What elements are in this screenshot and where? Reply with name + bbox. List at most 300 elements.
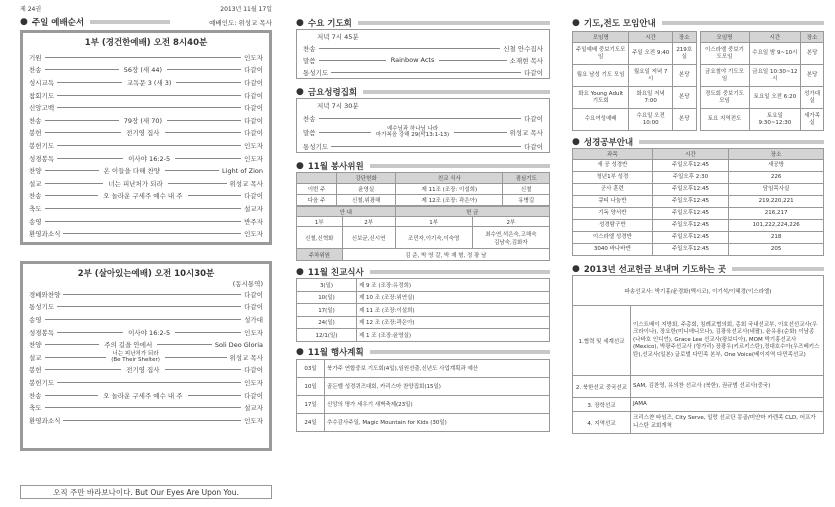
order-label: 설교 [29, 353, 42, 362]
order-row [29, 338, 263, 351]
cell: 216,217 [729, 208, 824, 220]
divider [331, 146, 521, 147]
cell: 파송선교사: 박기홍/윤경화(멕시코), 이기석/이혜경(이스라엘) [573, 276, 824, 306]
order-content [122, 116, 164, 125]
cell: 수요일 오전 10:00 [629, 109, 673, 131]
table-row [573, 87, 697, 109]
order-label: 봉헌기도 [29, 141, 55, 150]
table-row [573, 412, 824, 434]
divider [45, 221, 242, 222]
order-label: 찬양 [29, 341, 42, 350]
cell: 기독 양서반 [573, 208, 653, 220]
cell: 3(일) [297, 279, 357, 292]
table-row [573, 244, 824, 256]
cell: 본당 [672, 65, 696, 87]
cell: 북가주 연합중보 기도회(4일),임원선출,신년도 사업계획과 예산 [325, 359, 550, 377]
bullet-icon: ● [572, 136, 580, 147]
order-row [29, 139, 263, 152]
order-label: 참회기도 [29, 91, 55, 100]
divider [319, 48, 501, 49]
table-row [573, 196, 824, 208]
cell: 제 11조 (조장: 이설희) [396, 184, 503, 195]
cell-line: 최수연,석은숙,고해숙 [485, 231, 537, 238]
fellowship-table [296, 278, 550, 342]
offering-table [296, 206, 550, 261]
order-text: 이사야 16:2-5 [128, 328, 171, 337]
order-person: 인도자 [244, 378, 263, 387]
divider [57, 306, 241, 307]
divider [370, 350, 550, 354]
divider [45, 319, 242, 320]
cell: 다음 주 [297, 195, 337, 206]
cell: 24일 [297, 413, 325, 431]
cell: 1.협력 및 세계선교 [573, 306, 631, 376]
table-header [573, 32, 697, 43]
order-person: 다같이 [244, 91, 263, 100]
order-row [29, 190, 263, 203]
table-row [573, 65, 697, 87]
prayer-table-left [572, 31, 697, 131]
order-content [122, 65, 164, 74]
order-person: 위성교 목사 [509, 128, 543, 137]
order-label: 송영 [29, 315, 42, 324]
divider [165, 170, 219, 171]
divider [319, 60, 386, 61]
cell: 신앙의 명가 세우기 새벽축제(23일) [325, 395, 550, 413]
divider [165, 369, 242, 370]
friday-heading [296, 85, 550, 98]
table-row [297, 279, 550, 292]
cell: 주일오후12:45 [652, 244, 728, 256]
header-cell: 시간 [749, 32, 801, 43]
cell: 청년1부 성경 [573, 172, 653, 184]
order-row [29, 177, 263, 190]
divider [57, 95, 241, 96]
cell: 제 11 조 (조장:이설희) [357, 304, 550, 317]
order-label: 기원 [29, 53, 42, 62]
order-content [374, 126, 451, 138]
cell: 조민자,이기숙,이숙영 [395, 227, 472, 249]
divider [370, 164, 550, 168]
order-label: 환영과소식 [29, 230, 61, 239]
cell: 수요일 밤 9~10시 [749, 43, 801, 65]
cell: 이스트베이 지방회, 주총회, 침례교협의회, 총회 국내선교부, 이호선선교사(우크라이나), 장요한(미니애니모나), 김광육선교사(네팔), 윤유용(순화) 이남종(나바호 인디언), Grace Lee 선교사(왕보디아), MOM 박기홍선교사 (Mexico), 박광주선교사 (헝가리) 장광우(키르키스탄),정대호수아(우즈베키스탄),선교사(일본) 글로벌 다민족 본부, One Voice(베이지역 다민족선교) [631, 306, 824, 376]
table-row [297, 395, 550, 413]
order-person: 다같이 [524, 114, 543, 123]
divider [45, 369, 122, 370]
order-row [29, 313, 263, 326]
prayer-table-right [700, 31, 825, 131]
table-row [700, 109, 824, 131]
worship-leader: 예배인도: 위성교 목사 [209, 18, 272, 27]
divider [63, 294, 241, 295]
order-person: 위성교 목사 [229, 179, 263, 188]
table-row [297, 291, 550, 304]
bullet-icon: ● [296, 160, 304, 171]
worship-heading [20, 14, 272, 30]
order-person: 소재현 목사 [509, 56, 544, 65]
fellowship-title: 11월 친교식사 [307, 267, 364, 278]
order-person: 설교자 [244, 204, 263, 213]
order-label: 찬송 [29, 116, 42, 125]
cell: 205 [729, 244, 824, 256]
cell: 226 [729, 172, 824, 184]
divider [45, 195, 99, 196]
header-cell: 장소 [672, 32, 696, 43]
order-text: 전기영 집사 [126, 129, 160, 138]
second-service-box [20, 261, 272, 451]
cell: 03일 [297, 359, 325, 377]
order-label: 통성기도 [303, 142, 329, 151]
order-label: 말씀 [303, 56, 316, 65]
order-person: 반주자 [244, 217, 263, 226]
cell: 추수감사주일, Magic Mountain for Kids (30일) [325, 413, 550, 431]
cell: 101,222,224,226 [729, 220, 824, 232]
order-person: 성가대 [244, 315, 263, 324]
cell: 토요일 오전 6:20 [749, 87, 801, 109]
order-subtext: (Be Their Shelter) [111, 357, 160, 364]
table-row [573, 306, 824, 376]
cell: 219호실 [672, 43, 696, 65]
issue-date: 2013년 11월 17일 [220, 6, 272, 13]
cell: 17일 [297, 395, 325, 413]
friday-box [296, 98, 550, 153]
divider [57, 82, 122, 83]
order-row [29, 301, 263, 314]
second-service-order [29, 288, 263, 427]
order-content [109, 351, 162, 363]
cell: 주일오후12:45 [652, 184, 728, 196]
order-label: 성경봉독 [29, 154, 55, 163]
interpretation-note: (동시통역) [232, 280, 263, 288]
order-row [29, 51, 263, 64]
order-content [106, 179, 164, 188]
order-person: 다같이 [244, 129, 263, 138]
cell: 주일오후12:45 [652, 220, 728, 232]
header-cell: 시간 [652, 149, 728, 160]
table-row [297, 304, 550, 317]
cell: 10(일) [297, 291, 357, 304]
order-row [29, 215, 263, 228]
divider [45, 120, 119, 121]
cell: 주일오후 2:30 [652, 172, 728, 184]
table-row [297, 377, 550, 395]
order-label: 말씀 [303, 128, 316, 137]
cell: 3. 장학선교 [573, 398, 631, 412]
table-row [297, 359, 550, 377]
divider [45, 170, 99, 171]
cell: 친교 식사 [396, 173, 503, 184]
order-label: 찬송 [303, 114, 316, 123]
order-row [29, 76, 263, 89]
cell [472, 227, 549, 249]
order-row [303, 111, 543, 125]
order-person: Light of Zion [222, 166, 264, 175]
table-row [573, 109, 697, 131]
cell: 2부 [342, 217, 395, 227]
order-text: 너는 피난처가 되라 [108, 179, 163, 188]
order-row [29, 351, 263, 364]
cell: SAM, 김찬영, 유의찬 선교사 (북한), 권규범 선교사(중국) [631, 376, 824, 398]
worship-title: 주일 예배순서 [31, 18, 85, 28]
order-label: 찬양 [29, 167, 42, 176]
header-cell: 장소 [729, 149, 824, 160]
order-label: 설교 [29, 179, 42, 188]
divider [168, 183, 227, 184]
service-title: 11월 봉사위원 [307, 161, 364, 172]
order-label: 찬송 [29, 391, 42, 400]
cell: 토요일 9:30~12:30 [749, 109, 801, 131]
cell: 주일오후12:45 [652, 208, 728, 220]
mission-title: 2013년 선교헌금 보내며 기도하는 곳 [583, 264, 727, 275]
events-title: 11월 행사계획 [307, 348, 364, 358]
column-middle [296, 0, 550, 507]
cell: 1부 [395, 217, 472, 227]
order-text: 이사야 16:2-5 [128, 154, 171, 163]
order-label: 봉헌 [29, 366, 42, 375]
cell: 신철 [503, 184, 550, 195]
wednesday-title: 수요 기도회 [307, 18, 352, 29]
order-person: 인도자 [244, 53, 263, 62]
order-row [303, 42, 543, 54]
events-heading [296, 346, 550, 359]
cell: 점심기도 [503, 173, 550, 184]
wednesday-box [296, 29, 550, 79]
order-label: 송영 [29, 217, 42, 226]
divider [370, 270, 550, 274]
cell-line: 김남숙,김화자 [494, 239, 528, 246]
order-label: 봉헌 [29, 129, 42, 138]
bible-title: 성경공부안내 [583, 137, 634, 148]
bullet-icon: ● [296, 86, 304, 97]
table-row [700, 65, 824, 87]
divider [157, 344, 212, 345]
order-row [29, 101, 263, 114]
order-content [126, 328, 172, 337]
cell: 유병길 [503, 195, 550, 206]
table-row [573, 376, 824, 398]
divider [45, 69, 119, 70]
order-text: 56장 (새 44) [123, 66, 163, 75]
cell: 담임목사실 [729, 184, 824, 196]
cell: 신철,위광해 [337, 195, 396, 206]
divider [45, 357, 107, 358]
cell: 본당 [672, 87, 696, 109]
divider [45, 344, 100, 345]
order-text: 오 놀라운 구세주 예수 내 주 [103, 192, 183, 201]
cell: 월요 남성 기도 모임 [573, 65, 629, 87]
cell: 제 12조 (조장: 곽은아) [396, 195, 503, 206]
order-text: 주의 길을 안에서 [104, 341, 153, 350]
order-content [125, 78, 174, 87]
cell: 본당 [801, 65, 824, 87]
divider [45, 57, 242, 58]
bullet-icon: ● [296, 17, 304, 28]
divider [363, 90, 550, 94]
order-person: 다같이 [244, 116, 263, 125]
cell: 이번 주 [297, 184, 337, 195]
cell: 주일오후12:45 [652, 196, 728, 208]
cell: 윤영실 [337, 184, 396, 195]
table-row [573, 232, 824, 244]
order-row [29, 389, 263, 402]
order-label: 신앙고백 [29, 104, 55, 113]
cell: 218 [729, 232, 824, 244]
order-content [389, 56, 437, 64]
prayer-title: 기도,전도 모임안내 [583, 18, 656, 29]
order-label: 통성기도 [29, 303, 55, 312]
cell: 12/1(일) [297, 329, 357, 342]
bible-table [572, 148, 824, 256]
cell: 10일 [297, 377, 325, 395]
order-content [101, 391, 184, 400]
divider [63, 233, 241, 234]
order-person: Soli Deo Gloria [214, 340, 264, 349]
order-text: 오 놀라운 구세주 예수 내 주 [103, 391, 183, 400]
cell: 화요 Young Adult 기도회 [573, 87, 629, 109]
cell: 군사 훈련 [573, 184, 653, 196]
cell: 금요철야 기도모임 [700, 65, 749, 87]
order-person: 다같이 [244, 366, 263, 375]
cell: 2. 북한선교 중국선교 [573, 376, 631, 398]
divider [57, 158, 123, 159]
order-content [124, 128, 161, 137]
order-person: 인도자 [244, 141, 263, 150]
friday-order [303, 111, 543, 153]
table-row [573, 208, 824, 220]
column-right [572, 0, 824, 507]
order-person: 다같이 [244, 104, 263, 113]
order-text: 교독문 3 (새 3) [126, 78, 172, 87]
order-row [303, 125, 543, 139]
bullet-icon: ● [572, 263, 580, 274]
divider [45, 407, 242, 408]
order-content [101, 191, 184, 200]
table-row [297, 329, 550, 342]
mission-table [572, 275, 824, 434]
order-row [29, 326, 263, 339]
bullet-icon: ● [296, 266, 304, 277]
order-person: 신철 안수집사 [503, 44, 543, 53]
order-label: 성경봉독 [29, 328, 55, 337]
order-person: 다같이 [244, 78, 264, 87]
divider [319, 118, 522, 119]
divider [165, 357, 227, 358]
cell: 24(일) [297, 316, 357, 329]
cell: 제 1 조 (조장:윤영실) [357, 329, 550, 342]
cell: 주차위원 [297, 249, 343, 261]
divider [57, 107, 241, 108]
bullet-icon: ● [296, 347, 304, 357]
table-row [573, 160, 824, 172]
first-service-title: 1부 (경건한예배) 오전 8시40분 [84, 38, 208, 48]
prayer-tables [572, 31, 824, 131]
cell: 강단헌화 [337, 173, 396, 184]
order-person: 다같이 [244, 290, 263, 299]
friday-title: 금요성령집회 [307, 87, 358, 98]
order-person: 다같이 [524, 142, 543, 151]
cell: 수요여성예배 [573, 109, 629, 131]
page-header [20, 0, 272, 14]
cell: 주일오후12:45 [652, 232, 728, 244]
cell: 주일오후12:45 [652, 160, 728, 172]
cell: 제 9 조 (조장:유정희) [357, 279, 550, 292]
cell: 2부 [472, 217, 549, 227]
table-row [573, 184, 824, 196]
first-service-box [20, 30, 272, 245]
divider [45, 183, 104, 184]
cell: 안 내 [297, 207, 396, 217]
order-row [29, 64, 263, 77]
table-row [573, 398, 824, 412]
divider [90, 20, 170, 24]
order-text: Rainbow Acts [390, 56, 435, 64]
order-label: 찬송 [29, 192, 42, 201]
divider [358, 21, 550, 25]
order-label: 찬송 [29, 66, 42, 75]
cell: 화요일 저녁 7:00 [629, 87, 673, 109]
order-row [29, 164, 263, 177]
order-person: 인도자 [244, 328, 264, 337]
order-person: 위성교 목사 [229, 353, 263, 362]
cell: 주일 오전 9:40 [629, 43, 673, 65]
header-cell: 시간 [629, 32, 673, 43]
service-heading [296, 159, 550, 172]
order-person: 인도자 [244, 230, 263, 239]
order-label: 축도 [29, 204, 42, 213]
order-text: 예수님과 하나님 나라 [386, 126, 439, 132]
wednesday-heading [296, 16, 550, 29]
cell: 골든벨 성경퀴즈대회, 카리스마 찬양집회(15일) [325, 377, 550, 395]
divider [45, 208, 242, 209]
prayer-heading [572, 16, 824, 29]
first-service-order [29, 51, 263, 240]
cell: 17(일) [297, 304, 357, 317]
order-row [29, 364, 263, 377]
cell: 1부 [297, 217, 343, 227]
divider [639, 140, 824, 144]
order-text: 온 이들을 다해 찬양 [103, 167, 161, 176]
order-label: 축도 [29, 404, 42, 413]
table-row [573, 276, 824, 306]
order-row [29, 152, 263, 165]
fellowship-heading [296, 265, 550, 278]
table-row [297, 413, 550, 431]
order-text: 전기영 집사 [126, 366, 160, 375]
cell: 본당 [801, 43, 824, 65]
divider [57, 145, 241, 146]
divider [188, 395, 242, 396]
cell: 경도회 중보기도모임 [700, 87, 749, 109]
order-person: 다같이 [244, 303, 263, 312]
service-table [296, 172, 550, 206]
cell: 4. 지역선교 [573, 412, 631, 434]
divider [63, 420, 241, 421]
cell: 김 준, 박 영 갈, 박 재 형, 정 광 남 [342, 249, 549, 261]
cell: 신보균,신시연 [342, 227, 395, 249]
order-text: 79장 (새 70) [123, 116, 163, 125]
cell: 성가대실 [801, 87, 824, 109]
divider [331, 72, 521, 73]
bible-heading [572, 135, 824, 148]
divider [439, 60, 506, 61]
order-content [124, 365, 161, 374]
table-header [573, 149, 824, 160]
divider [57, 332, 123, 333]
order-person: 다같이 [244, 66, 263, 75]
divider [165, 132, 242, 133]
order-label: 경배와찬양 [29, 290, 61, 299]
